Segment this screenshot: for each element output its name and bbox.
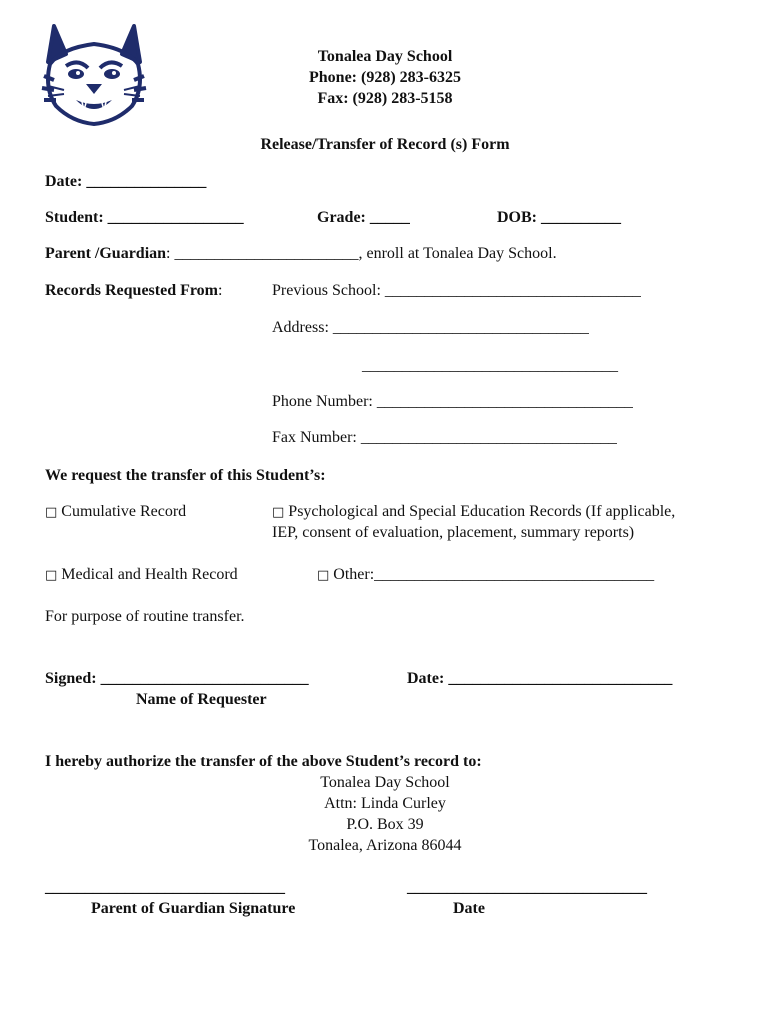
- footer-date-line[interactable]: ______________________________: [407, 879, 647, 896]
- checkbox-icon[interactable]: □: [317, 568, 330, 583]
- parent-signature-line[interactable]: ______________________________: [45, 879, 285, 896]
- parent-signature-label: Parent of Guardian Signature: [91, 900, 296, 917]
- student-field[interactable]: Student: _________________: [45, 209, 244, 226]
- parent-guardian-field[interactable]: [45, 244, 557, 264]
- wildcat-mascot-icon: [36, 18, 152, 126]
- records-requested-label: [45, 281, 222, 301]
- psych-records-label: Psychological and Special Education Records (If applicable,: [288, 503, 676, 520]
- checkbox-icon[interactable]: □: [45, 568, 58, 583]
- parent-guardian-label: Parent /Guardian: [45, 245, 167, 262]
- signed-field[interactable]: Signed: __________________________: [45, 670, 309, 687]
- school-fax: Fax: (928) 283-5158: [317, 90, 453, 107]
- psych-records-label-line2: IEP, consent of evaluation, placement, summary reports): [272, 524, 635, 541]
- dob-field[interactable]: DOB: __________: [497, 209, 621, 226]
- phone-number-field[interactable]: Phone Number: ________________________________: [272, 393, 633, 410]
- address-field[interactable]: Address: ________________________________: [272, 319, 589, 336]
- other-label: Other:___________________________________: [333, 566, 655, 583]
- records-requested-text: Records Requested From: [45, 282, 219, 299]
- medical-record-label: Medical and Health Record: [61, 566, 238, 583]
- footer-date-label: Date: [453, 900, 485, 917]
- checkbox-icon[interactable]: □: [45, 505, 58, 520]
- previous-school-field[interactable]: Previous School: ________________________________: [272, 282, 641, 299]
- authorization-heading: I hereby authorize the transfer of the above Student’s record to:: [45, 753, 482, 770]
- address-line-school: Tonalea Day School: [320, 774, 450, 791]
- checkbox-icon[interactable]: □: [272, 505, 285, 520]
- signed-date-field[interactable]: Date: ____________________________: [407, 670, 673, 687]
- cumulative-record-option[interactable]: [45, 502, 186, 523]
- address-line-attn: Attn: Linda Curley: [324, 795, 446, 812]
- form-title: Release/Transfer of Record (s) Form: [260, 136, 510, 153]
- psych-records-option[interactable]: [272, 502, 675, 523]
- fax-number-field[interactable]: Fax Number: ________________________________: [272, 429, 617, 446]
- other-option[interactable]: [317, 565, 654, 586]
- school-name: Tonalea Day School: [317, 48, 453, 65]
- address-line-pobox: P.O. Box 39: [346, 816, 424, 833]
- cumulative-record-label: Cumulative Record: [61, 503, 187, 520]
- school-phone: Phone: (928) 283-6325: [309, 69, 461, 86]
- address-line-city: Tonalea, Arizona 86044: [308, 837, 462, 854]
- parent-guardian-text: : _______________________, enroll at Tonalea Day School.: [166, 245, 557, 262]
- records-requested-colon: :: [218, 282, 223, 299]
- address-line2-field[interactable]: ________________________________: [362, 357, 618, 374]
- purpose-text: For purpose of routine transfer.: [45, 608, 245, 625]
- medical-record-option[interactable]: [45, 565, 238, 586]
- transfer-request-heading: We request the transfer of this Student’s:: [45, 467, 326, 484]
- grade-field[interactable]: Grade: _____: [317, 209, 410, 226]
- date-field[interactable]: Date: _______________: [45, 173, 207, 190]
- name-of-requester-label: Name of Requester: [136, 691, 267, 708]
